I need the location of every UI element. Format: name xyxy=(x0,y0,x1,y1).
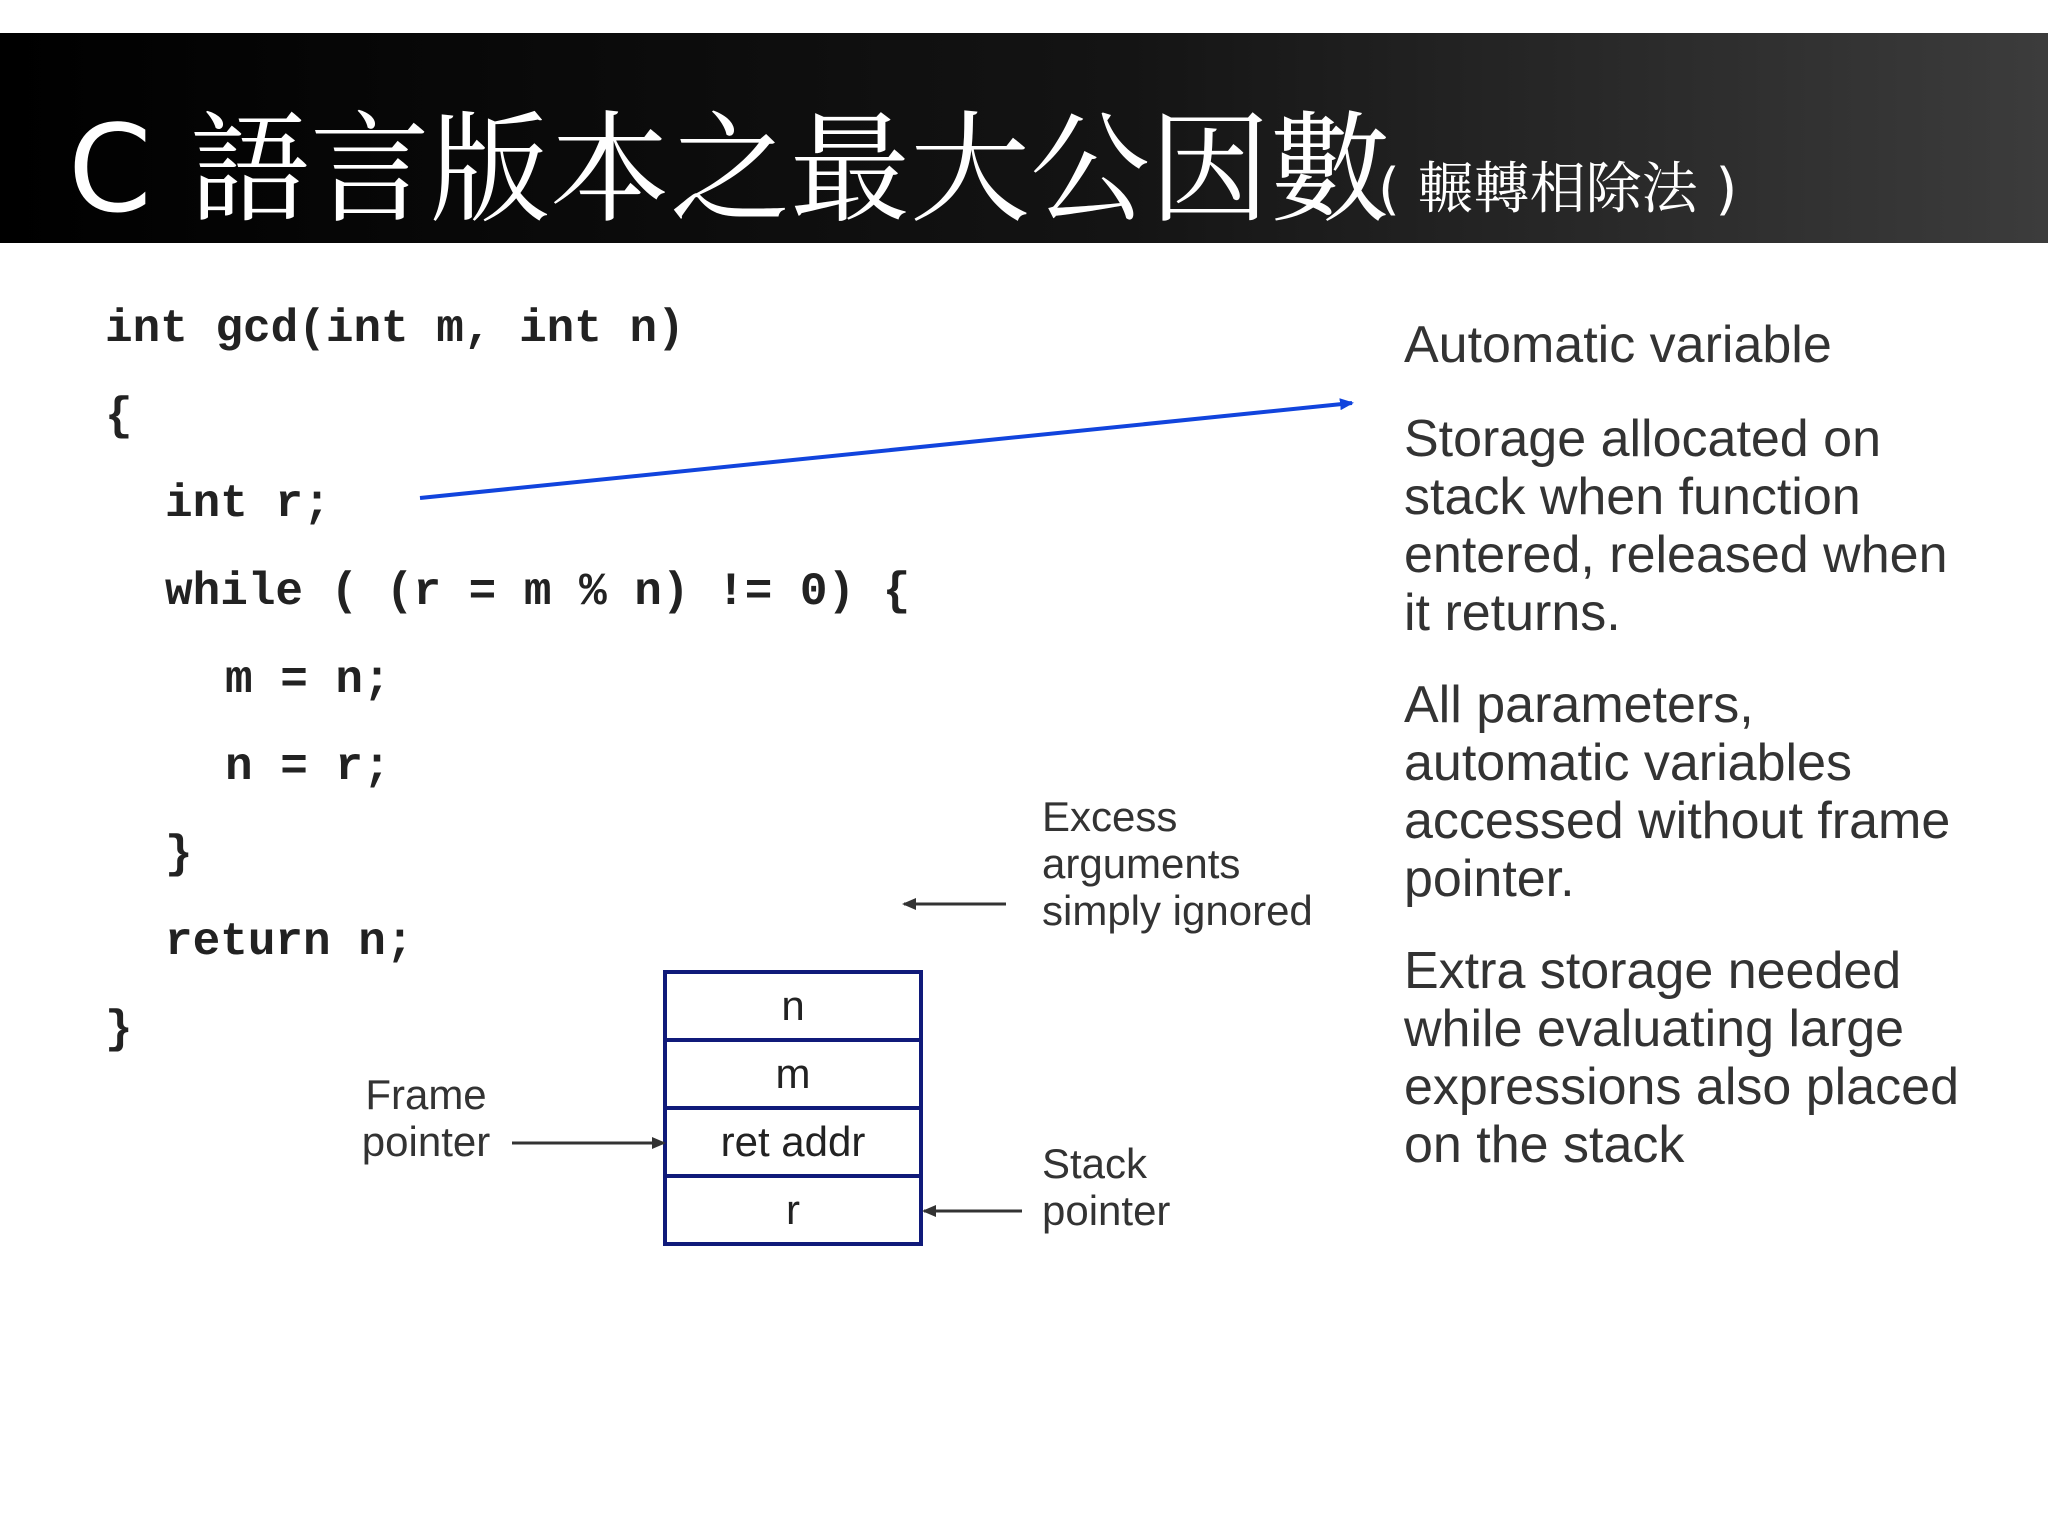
note-storage: Storage allocated on stack when function entered, released when it returns. xyxy=(1404,410,1948,642)
note-parameters: All parameters, automatic variables accessed without frame pointer. xyxy=(1404,676,1951,908)
stack-cell-m: m xyxy=(775,1050,811,1097)
stack-frame-box xyxy=(665,972,921,1244)
code-line-3: int r; xyxy=(165,478,331,530)
stack-pointer-label: Stack pointer xyxy=(1042,1140,1171,1234)
code-line-5: m = n; xyxy=(225,654,391,706)
frame-pointer-label: Frame pointer xyxy=(361,1071,491,1165)
code-line-6: n = r; xyxy=(225,741,391,793)
automatic-variable-arrow xyxy=(420,403,1352,498)
stack-cell-n: n xyxy=(781,982,805,1029)
slide-title: C 語言版本之最大公因數 xyxy=(68,101,1390,240)
stack-cell-r: r xyxy=(786,1186,800,1233)
code-line-8: return n; xyxy=(165,916,414,968)
stack-cell-ret-addr: ret addr xyxy=(720,1118,866,1165)
note-extra-storage: Extra storage needed while evaluating large expressions also placed on the stack xyxy=(1404,942,1959,1174)
note-automatic-variable: Automatic variable xyxy=(1404,316,1832,374)
slide-subtitle: ( 輾轉相除法 ) xyxy=(1378,157,1738,222)
code-line-4: while ( (r = m % n) != 0) { xyxy=(165,566,911,618)
code-line-7: } xyxy=(165,829,193,881)
code-line-2: { xyxy=(105,391,133,443)
excess-arguments-label: Excess arguments simply ignored xyxy=(1042,793,1313,934)
code-line-9: } xyxy=(105,1004,133,1056)
code-line-1: int gcd(int m, int n) xyxy=(105,303,685,355)
